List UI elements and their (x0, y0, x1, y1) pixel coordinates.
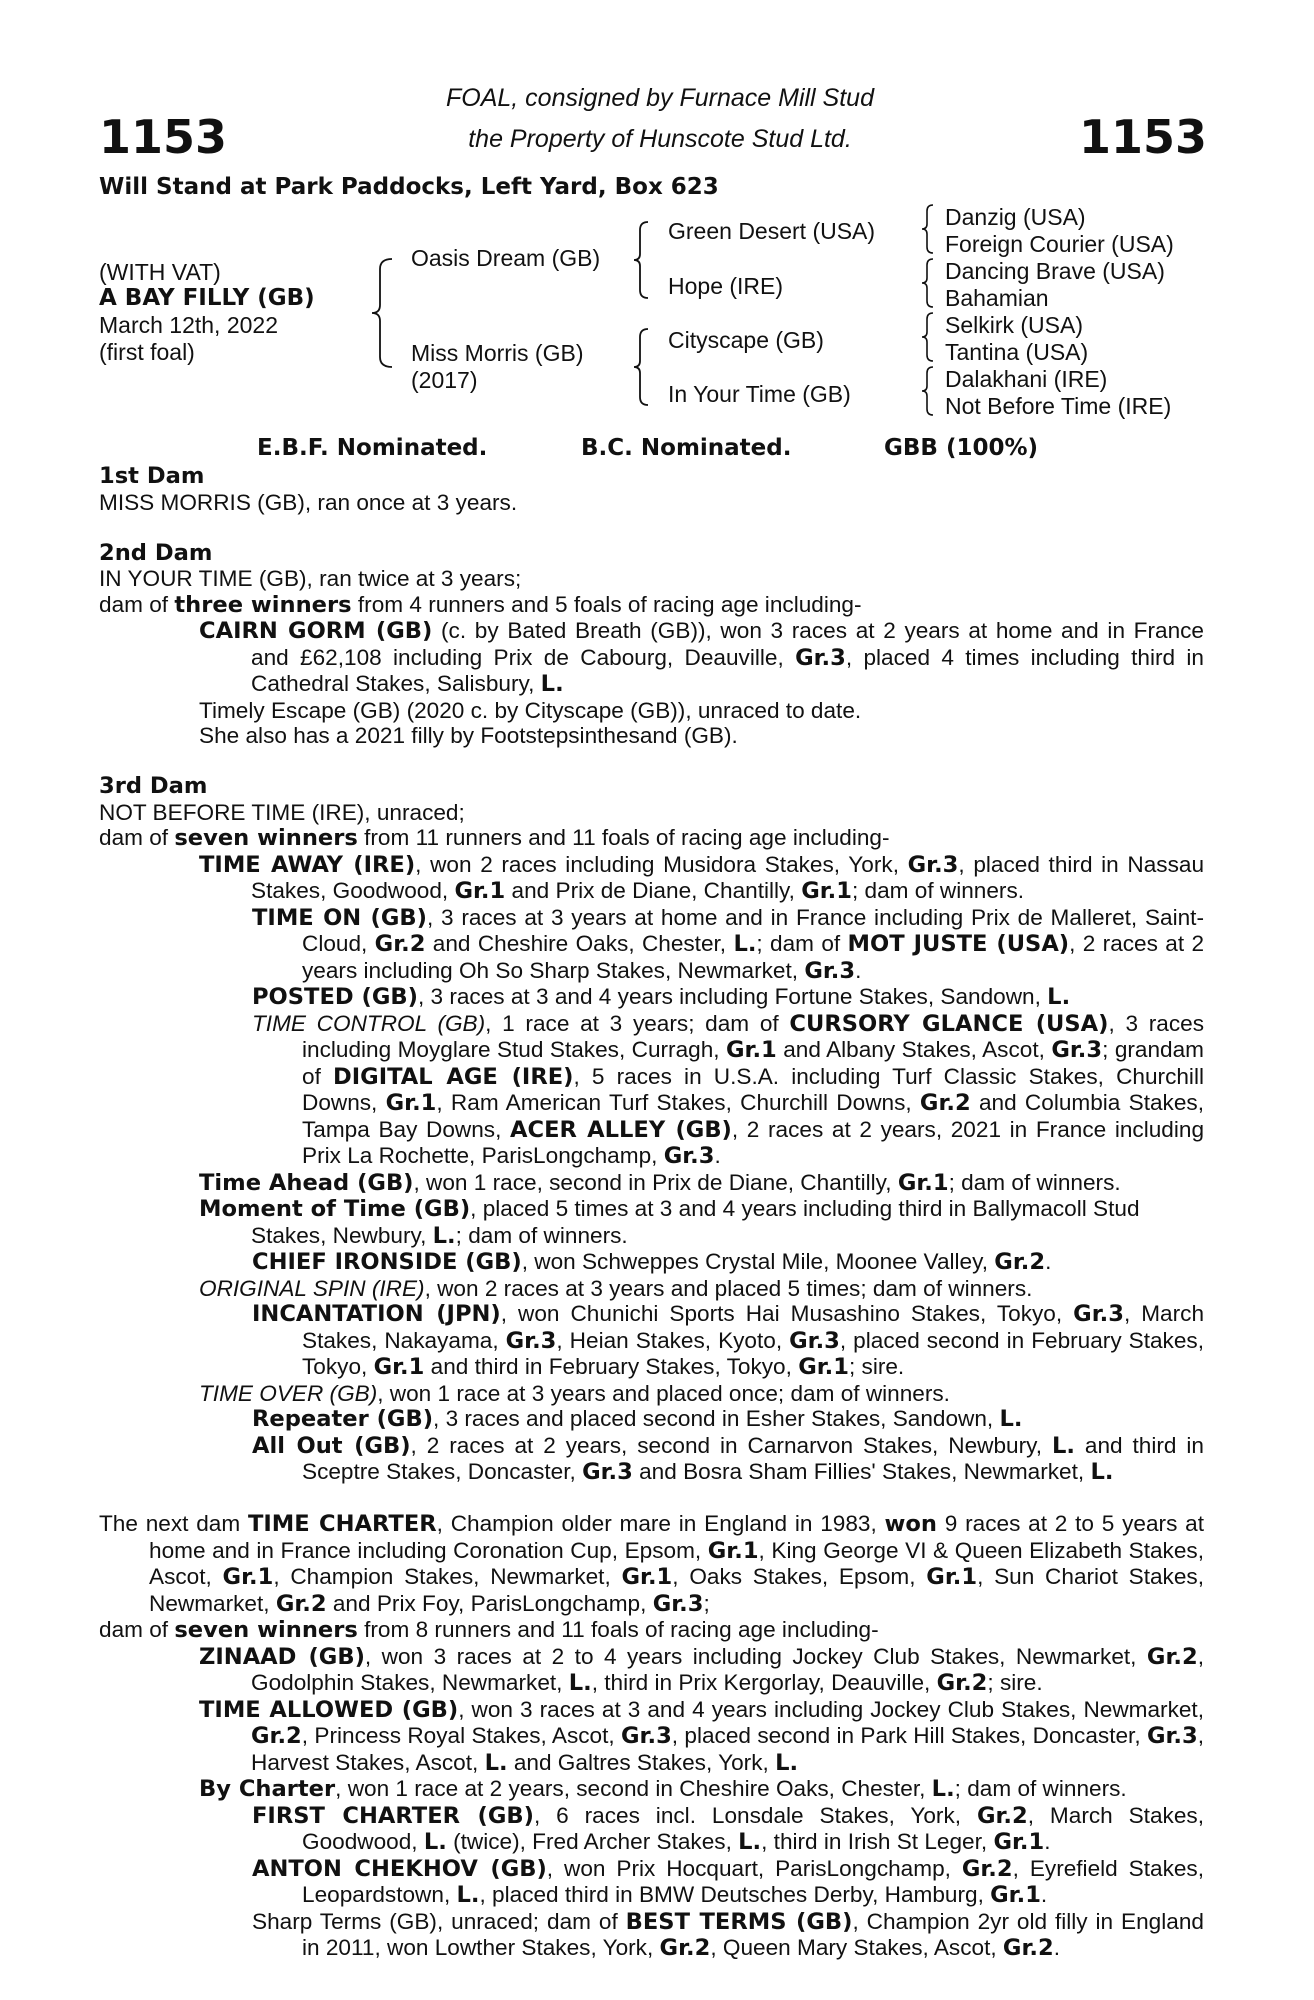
ebf-nominated: E.B.F. Nominated. (257, 435, 488, 461)
produce-moment-of-time: Moment of Time (GB), placed 5 times at 3 and 4 years including third in Ballymacoll Stud Stakes, Newbury, L.; dam of winners. (199, 1196, 1140, 1249)
produce-anton-chekhov: ANTON CHEKHOV (GB), won Prix Hocquart, ParisLongchamp, Gr.2, Eyrefield Stakes, Leopardstown, L., placed third in BMW Deutsches Derby, Hamburg, Gr.1. (252, 1855, 1205, 1908)
lot-number-right: 1153 (1078, 110, 1207, 164)
horse-name: A BAY FILLY (GB) (99, 285, 315, 311)
next-dam-produce-summary: dam of seven winners from 8 runners and 11 foals of racing age including- (99, 1617, 879, 1643)
sire-dam-sire: Dancing Brave (USA) (945, 258, 1165, 284)
sire-sire: Green Desert (USA) (668, 218, 876, 244)
produce-time-on: TIME ON (GB), 3 races at 3 years at home and in France including Prix de Malleret, Saint-Cloud, Gr.2 and Cheshire Oaks, Chester, L.; dam of MOT JUSTE (USA), 2 races at 2 years including Oh So Sharp Stakes, Newmarket, Gr.3. (252, 904, 1205, 984)
produce-timely-escape: Timely Escape (GB) (2020 c. by Cityscape (GB)), unraced to date. (199, 697, 862, 723)
produce-time-control: TIME CONTROL (GB), 1 race at 3 years; dam of CURSORY GLANCE (USA), 3 races including Moyglare Stud Stakes, Curragh, Gr.1 and Albany Stakes, Ascot, Gr.3; grandam of DIGITAL AGE (IRE), 5 races in U.S.A. including Turf Classic Stakes, Churchill Downs, Gr.1, Ram American Turf Stakes, Churchill Downs, Gr.2 and Columbia Stakes, Tampa Bay Downs, ACER ALLEY (GB), 2 races at 2 years, 2021 in France including Prix La Rochette, ParisLongchamp, Gr.3. (252, 1010, 1205, 1169)
third-dam-heading: 3rd Dam (99, 773, 208, 799)
produce-all-out: All Out (GB), 2 races at 2 years, second in Carnarvon Stakes, Newbury, L. and third in Sceptre Stakes, Doncaster, Gr.3 and Bosra Sham Fillies' Stakes, Newmarket, L. (252, 1432, 1204, 1485)
dam-dam-dam: Not Before Time (IRE) (945, 393, 1172, 419)
produce-time-allowed: TIME ALLOWED (GB), won 3 races at 3 and 4 years including Jockey Club Stakes, Newmarket, Gr.2, Princess Royal Stakes, Ascot, Gr.3, placed second in Park Hill Stakes, Doncaster, Gr.3, Harvest Stakes, Ascot, L. and Galtres Stakes, York, L. (199, 1696, 1205, 1776)
next-dam-text: The next dam TIME CHARTER, Champion older mare in England in 1983, won 9 races at 2 to 5 years at home and in France including Coronation Cup, Epsom, Gr.1, King George VI & Queen Elizabeth Stakes, Ascot, Gr.1, Champion Stakes, Newmarket, Gr.1, Oaks Stakes, Epsom, Gr.1, Sun Chariot Stakes, Newmarket, Gr.2 and Prix Foy, ParisLongchamp, Gr.3; (99, 1511, 1204, 1617)
brace-ds (920, 311, 936, 363)
brace-sd (920, 257, 936, 309)
produce-time-away: TIME AWAY (IRE), won 2 races including Musidora Stakes, York, Gr.3, placed third in Nassau Stakes, Goodwood, Gr.1 and Prix de Diane, Chantilly, Gr.1; dam of winners. (199, 851, 1205, 904)
produce-chief-ironside: CHIEF IRONSIDE (GB), won Schweppes Crystal Mile, Moonee Valley, Gr.2. (252, 1249, 1052, 1275)
stand-location: Will Stand at Park Paddocks, Left Yard, Box 623 (99, 174, 719, 200)
bc-nominated: B.C. Nominated. (581, 435, 792, 461)
first-foal-note: (first foal) (99, 339, 195, 365)
produce-original-spin: ORIGINAL SPIN (IRE), won 2 races at 3 years and placed 5 times; dam of winners. (199, 1275, 1033, 1301)
dam-year: (2017) (411, 367, 478, 393)
first-dam-heading: 1st Dam (99, 463, 205, 489)
sire-sire-dam: Foreign Courier (USA) (945, 231, 1174, 257)
dam-dam-sire: Dalakhani (IRE) (945, 366, 1108, 392)
produce-incantation: INCANTATION (JPN), won Chunichi Sports Hai Musashino Stakes, Tokyo, Gr.3, March Stakes, Nakayama, Gr.3, Heian Stakes, Kyoto, Gr.3, placed second in February Stakes, Tokyo, Gr.1 and third in February Stakes, Tokyo, Gr.1; sire. (252, 1301, 1205, 1380)
foaling-date: March 12th, 2022 (99, 312, 279, 338)
dam: Miss Morris (GB) (411, 340, 584, 366)
second-dam-intro: IN YOUR TIME (GB), ran twice at 3 years; (99, 566, 522, 591)
consignor-line: FOAL, consigned by Furnace Mill Stud (446, 84, 874, 112)
produce-sharp-terms: Sharp Terms (GB), unraced; dam of BEST TERMS (GB), Champion 2yr old filly in England in 2011, won Lowther Stakes, York, Gr.2, Queen Mary Stakes, Ascot, Gr.2. (252, 1908, 1204, 1961)
dam-sire-dam: Tantina (USA) (945, 339, 1089, 365)
produce-zinaad: ZINAAD (GB), won 3 races at 2 to 4 years including Jockey Club Stakes, Newmarket, Gr.2, Godolphin Stakes, Newmarket, L., third in Prix Kergorlay, Deauville, Gr.2; sire. (199, 1643, 1204, 1696)
produce-repeater: Repeater (GB), 3 races and placed second in Esher Stakes, Sandown, L. (252, 1406, 1023, 1432)
sire-dam-dam: Bahamian (945, 285, 1049, 311)
lot-number-left: 1153 (99, 110, 228, 164)
vat-note: (WITH VAT) (99, 259, 221, 285)
property-line: the Property of Hunscote Stud Ltd. (468, 125, 852, 153)
sire: Oasis Dream (GB) (411, 245, 601, 271)
second-dam-produce-summary: dam of three winners from 4 runners and 5 foals of racing age including- (99, 591, 862, 618)
brace-main (370, 257, 396, 369)
produce-2021-filly: She also has a 2021 filly by Footstepsinthesand (GB). (199, 723, 738, 748)
dam-dam: In Your Time (GB) (668, 381, 851, 407)
produce-by-charter: By Charter, won 1 race at 2 years, second in Cheshire Oaks, Chester, L.; dam of winners. (199, 1776, 1127, 1802)
first-dam-text: MISS MORRIS (GB), ran once at 3 years. (99, 489, 518, 515)
dam-sire-sire: Selkirk (USA) (945, 312, 1084, 338)
third-dam-intro: NOT BEFORE TIME (IRE), unraced; (99, 799, 465, 825)
dam-sire: Cityscape (GB) (668, 327, 824, 353)
brace-ss (920, 203, 936, 255)
produce-posted: POSTED (GB), 3 races at 3 and 4 years including Fortune Stakes, Sandown, L. (252, 984, 1071, 1010)
brace-sire (632, 220, 652, 300)
brace-dd (920, 365, 936, 417)
catalogue-text (99, 464, 1204, 1962)
gbb-rating: GBB (100%) (884, 435, 1039, 461)
sire-sire-sire: Danzig (USA) (945, 204, 1086, 230)
sire-dam: Hope (IRE) (668, 273, 784, 299)
second-dam-heading: 2nd Dam (99, 539, 213, 566)
produce-first-charter: FIRST CHARTER (GB), 6 races incl. Lonsdale Stakes, York, Gr.2, March Stakes, Goodwood, L. (twice), Fred Archer Stakes, L., third in Irish St Leger, Gr.1. (252, 1802, 1204, 1855)
brace-dam (632, 327, 652, 407)
produce-time-ahead: Time Ahead (GB), won 1 race, second in Prix de Diane, Chantilly, Gr.1; dam of winners. (199, 1169, 1121, 1196)
produce-time-over: TIME OVER (GB), won 1 race at 3 years and placed once; dam of winners. (199, 1380, 950, 1406)
produce-cairn-gorm: CAIRN GORM (GB) (c. by Bated Breath (GB)), won 3 races at 2 years at home and in France and £62,108 including Prix de Cabourg, Deauville, Gr.3, placed 4 times including third in Cathedral Stakes, Salisbury, L. (199, 618, 1204, 697)
third-dam-produce-summary: dam of seven winners from 11 runners and 11 foals of racing age including- (99, 825, 890, 851)
